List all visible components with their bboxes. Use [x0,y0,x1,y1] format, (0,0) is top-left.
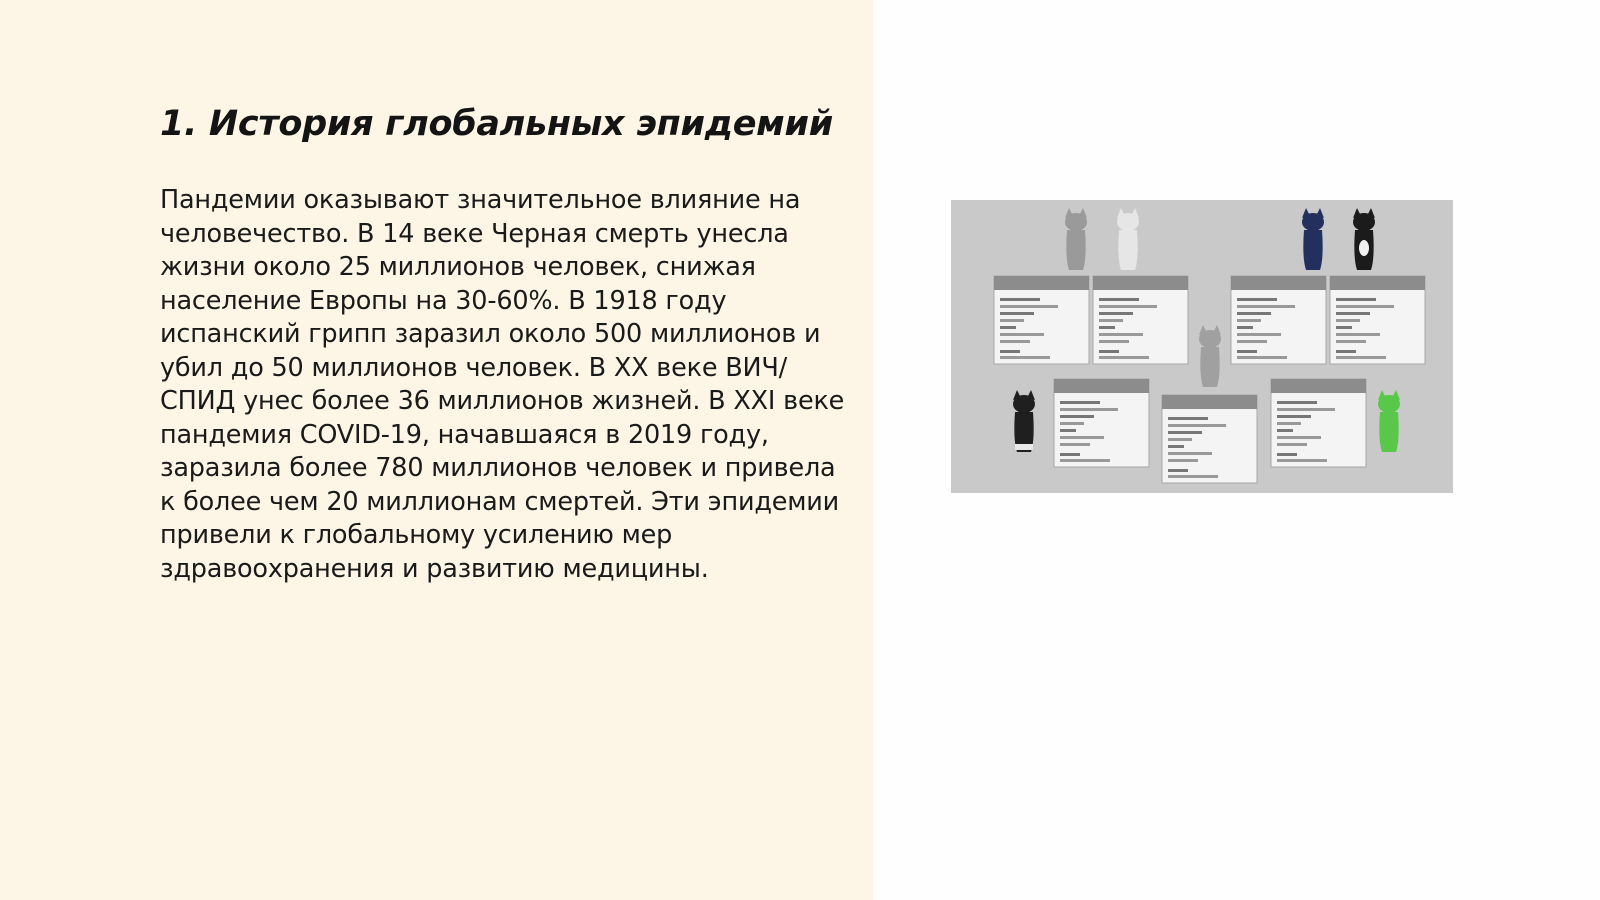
cat-cards-illustration [951,200,1453,493]
grey-cat-figure [1065,208,1087,270]
gene-card [1162,395,1257,483]
gene-card [1330,276,1425,364]
grey-cat-figure [1199,325,1221,387]
slide-title: 1. История глобальных эпидемий [160,104,833,144]
cat-genetics-image [951,200,1453,493]
gene-card [1231,276,1326,364]
gene-card [1054,379,1149,467]
black-cat-figure [1353,208,1375,270]
gene-card [994,276,1089,364]
gene-card [1093,276,1188,364]
blue-cat-figure [1302,208,1324,270]
white-cat-figure [1117,208,1139,270]
gene-card [1271,379,1366,467]
black-cat-figure [1013,390,1035,452]
slide-body-text: Пандемии оказывают значительное влияние на человечество. В 14 веке Черная смерть унесла жизни около 25 миллионов человек, снижая население Европы на 30-60%. В 1918 году испанский грипп заразил около 500 миллионов и убил до 50 миллионов человек. В XX веке ВИЧ/СПИД унес более 36 миллионов жизней. В XXI веке пандемия COVID-19, начавшаяся в 2019 году, заразила более 780 миллионов человек и привела к более чем 20 миллионам смертей. Эти эпидемии привели к глобальному усилению мер здравоохранения и развитию медицины. [160,185,845,584]
green-cat-figure [1378,390,1400,452]
